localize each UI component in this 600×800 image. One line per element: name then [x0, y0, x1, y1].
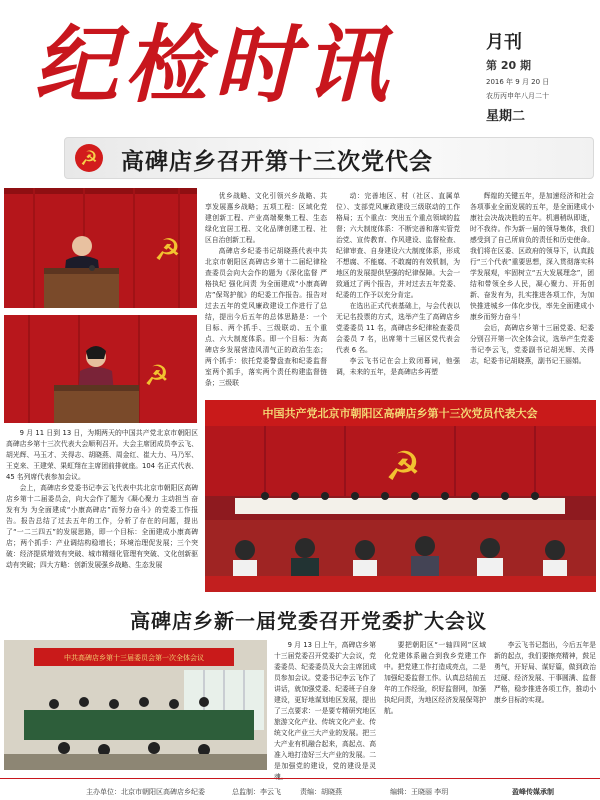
newspaper-title: 纪检时讯: [34, 15, 395, 114]
article2-paragraph: 李云飞书记指出，今后五年是新的起点，我们要擦亮精神，鼓足勇气，开好局、谋好篇，做到政治过硬、经济发展、干事圆满、监督严格，稳步推进各项工作，推动小康乡目标的实现。: [494, 641, 596, 704]
article1-paragraph: 优乡战略、文化引领兴乡战略、共享发展惠乡战略；五项工程：区域化党建创新工程、产业高端聚集工程、生态绿化宜居工程、文化品牌创建工程、社区自治创新工程。: [205, 192, 327, 244]
weekday: 星期二: [486, 109, 526, 124]
article2-paragraph: 9 月 13 日上午，高碑店乡第十三届党委召开党委扩大会议，党委委员、纪委委员及大会主席团成员参加会议。党委书记李云飞作了讲话，就加强党委、纪委班子自身建设，更好地谋划地区发展，提出了三点要求：一是要专精研究地区旅游文化产业、传统文化产业、传统文化产业三大产业的发展。把三大产业有机融合起来，高起点、高准入地打造好三大产业的发展。二是加强党的建设，党的建设是灵魂。: [274, 641, 376, 781]
headline-2: 高碑店乡新一届党委召开党委扩大会议: [130, 609, 487, 633]
article2-paragraph: 要把朝阳区“一轴四网”区域化党建体系融合到我乡党建工作中。把党建工作打造成亮点，二是加强纪委监督工作。认真总结前五年的工作经验，织好监督网，加强执纪问责，为地区经济发展保驾护航。: [384, 641, 486, 715]
article1-column-4: [6, 428, 198, 598]
article1-column-1: [205, 191, 327, 393]
congress-hall-photo: [205, 400, 596, 592]
issue-number: 第 20 期: [486, 59, 531, 72]
article1-column-3: [470, 191, 594, 393]
footer-host: 主办单位：北京市朝阳区高碑店乡纪委: [86, 788, 205, 796]
party-emblem-icon: ☭: [75, 144, 103, 172]
article2-column-2: [384, 640, 486, 772]
footer-chief-editor: 责编：胡晓燕: [300, 788, 342, 796]
headline-banner: [64, 137, 594, 179]
publish-date: 2016 年 9 月 20 日: [486, 78, 550, 86]
article1-paragraph: 高碑店乡纪委书记胡晓燕代表中共北京市朝阳区高碑店乡第十二届纪律检查委员会向大会作的题为《深化监督 严格执纪 强化问责 为全面建成“小康高碑店”保驾护航》的纪委工作报告。报告对过去五年的党风廉政建设工作进行了总结，提出今后五年的总体思路是：一个目标、两个抓手、三级联动、五个重点、六大制度体系。即一个目标：为高碑店乡发展营造风清气正的政治生态；两个抓手：依托党委警盘查和纪委监督室两个抓手，落实两个责任构建监督链条；三级联: [205, 247, 327, 387]
meeting-banner-text: 中共高碑店乡第十三届委员会第一次全体会议: [64, 654, 204, 662]
footer-editor-in-chief: 总监制：李云飞: [232, 788, 281, 796]
article1-paragraph: 会后，高碑店乡第十三届党委、纪委分别召开第一次全体会议，选举产生党委书记李云飞，党委副书记胡光辉、关得志，纪委书记胡晓燕，副书记王丽娟。: [470, 324, 594, 365]
headline-1: 高碑店乡召开第十三次党代会: [121, 148, 433, 175]
issue-info: [486, 28, 596, 124]
article1-paragraph: 会上，高碑店乡党委书记李云飞代表中共北京市朝阳区高碑店乡第十二届委员会，向大会作了题为《凝心聚力 主动担当 奋发有为 为全面建成“小康高碑店”而努力奋斗》的党委工作报告。报告总结了过去五年的工作，分析了存在的问题，提出了“一二三四五”的发展思路，即一个目标：全面建成小康高碑店；两个抓手：产业调结构稳增长；环境治理促发展；三个突破：经济提质增效有突破、城市精细化管理有突破、文化创新驱动有突破；四大方略：创新发展强乡战略、生态发展: [6, 484, 198, 569]
footer: [0, 778, 600, 800]
article1-paragraph: 李云飞书记在会上致闭幕词，他强调，未来的五年，是高碑店乡再塑: [336, 357, 460, 376]
article1-column-2: [336, 191, 460, 393]
speaker-photo-1: [4, 188, 197, 308]
footer-printer: 盈峰传媒承制: [512, 788, 554, 796]
article2-column-1: [274, 640, 376, 781]
speaker-photo-2: [4, 315, 197, 423]
frequency: 月刊: [486, 32, 522, 53]
article1-paragraph: 9 月 11 日到 13 日，为期两天的中国共产党北京市朝阳区高碑店乡第十三次代表大会顺利召开。大会主席团成员李云飞、胡光辉、马玉才、关得志、胡晓燕、周金红、崔大力、马乃军、王克来、王建荣、果虹翔在主席团前排就座。104 名正式代表、45 名列席代表参加会议。: [6, 429, 198, 481]
masthead: [0, 0, 600, 128]
footer-editors: 编辑：王晓丽 李玥: [390, 788, 449, 796]
hall-banner-text: 中国共产党北京市朝阳区高碑店乡第十三次党员代表大会: [262, 407, 538, 420]
article1-paragraph: 动：完善地区、村（社区、直属单位）、支部党风廉政建设三级联动的工作格局；五个重点：突出五个重点领域的监督；六大制度体系：不断完善和落实管党治党、宣传教育、作风建设、监督检查、纪律审查、自身建设六大制度体系，形成不想腐、不能腐、不敢腐的有效机制，为地区的发展提供坚强的纪律保障。大会一致通过了两个报告，并对过去五年党委、纪委的工作予以充分肯定。: [336, 192, 460, 299]
meeting-room-photo: [4, 640, 267, 770]
lunar-date: 农历丙申年八月二十: [486, 92, 549, 100]
svg-text:☭: ☭: [385, 444, 421, 490]
article1-paragraph: 辉煌的关键五年，是加速经济和社会各项事业全面发展的五年，是全面建成小康社会决战决胜的五年。机遇稍纵即逝，时不我待。作为新一届的领导集体，我们感受到了自己所肩负的责任和历史使命。我们将在区委、区政府的领导下，认真践行“三个代表”重要思想，深入贯彻落实科学发展观，牢固树立“五大发展理念”，团结和带领全乡人民，凝心聚力、开拓创新、奋发有为，扎实推进各项工作，为加快推进城乡一体化步伐，率先全面建成小康乡而努力奋斗！: [470, 192, 594, 321]
svg-text:☭: ☭: [154, 233, 181, 268]
article2-column-3: [494, 640, 596, 772]
article1-paragraph: 在选出正式代表基础上，与会代表以无记名投票的方式，选举产生了高碑店乡党委委员 11 名，高碑店乡纪律检查委员会委员 7 名，出席第十三届区党代表会代表 6 名。: [336, 302, 460, 354]
svg-text:☭: ☭: [144, 359, 170, 392]
